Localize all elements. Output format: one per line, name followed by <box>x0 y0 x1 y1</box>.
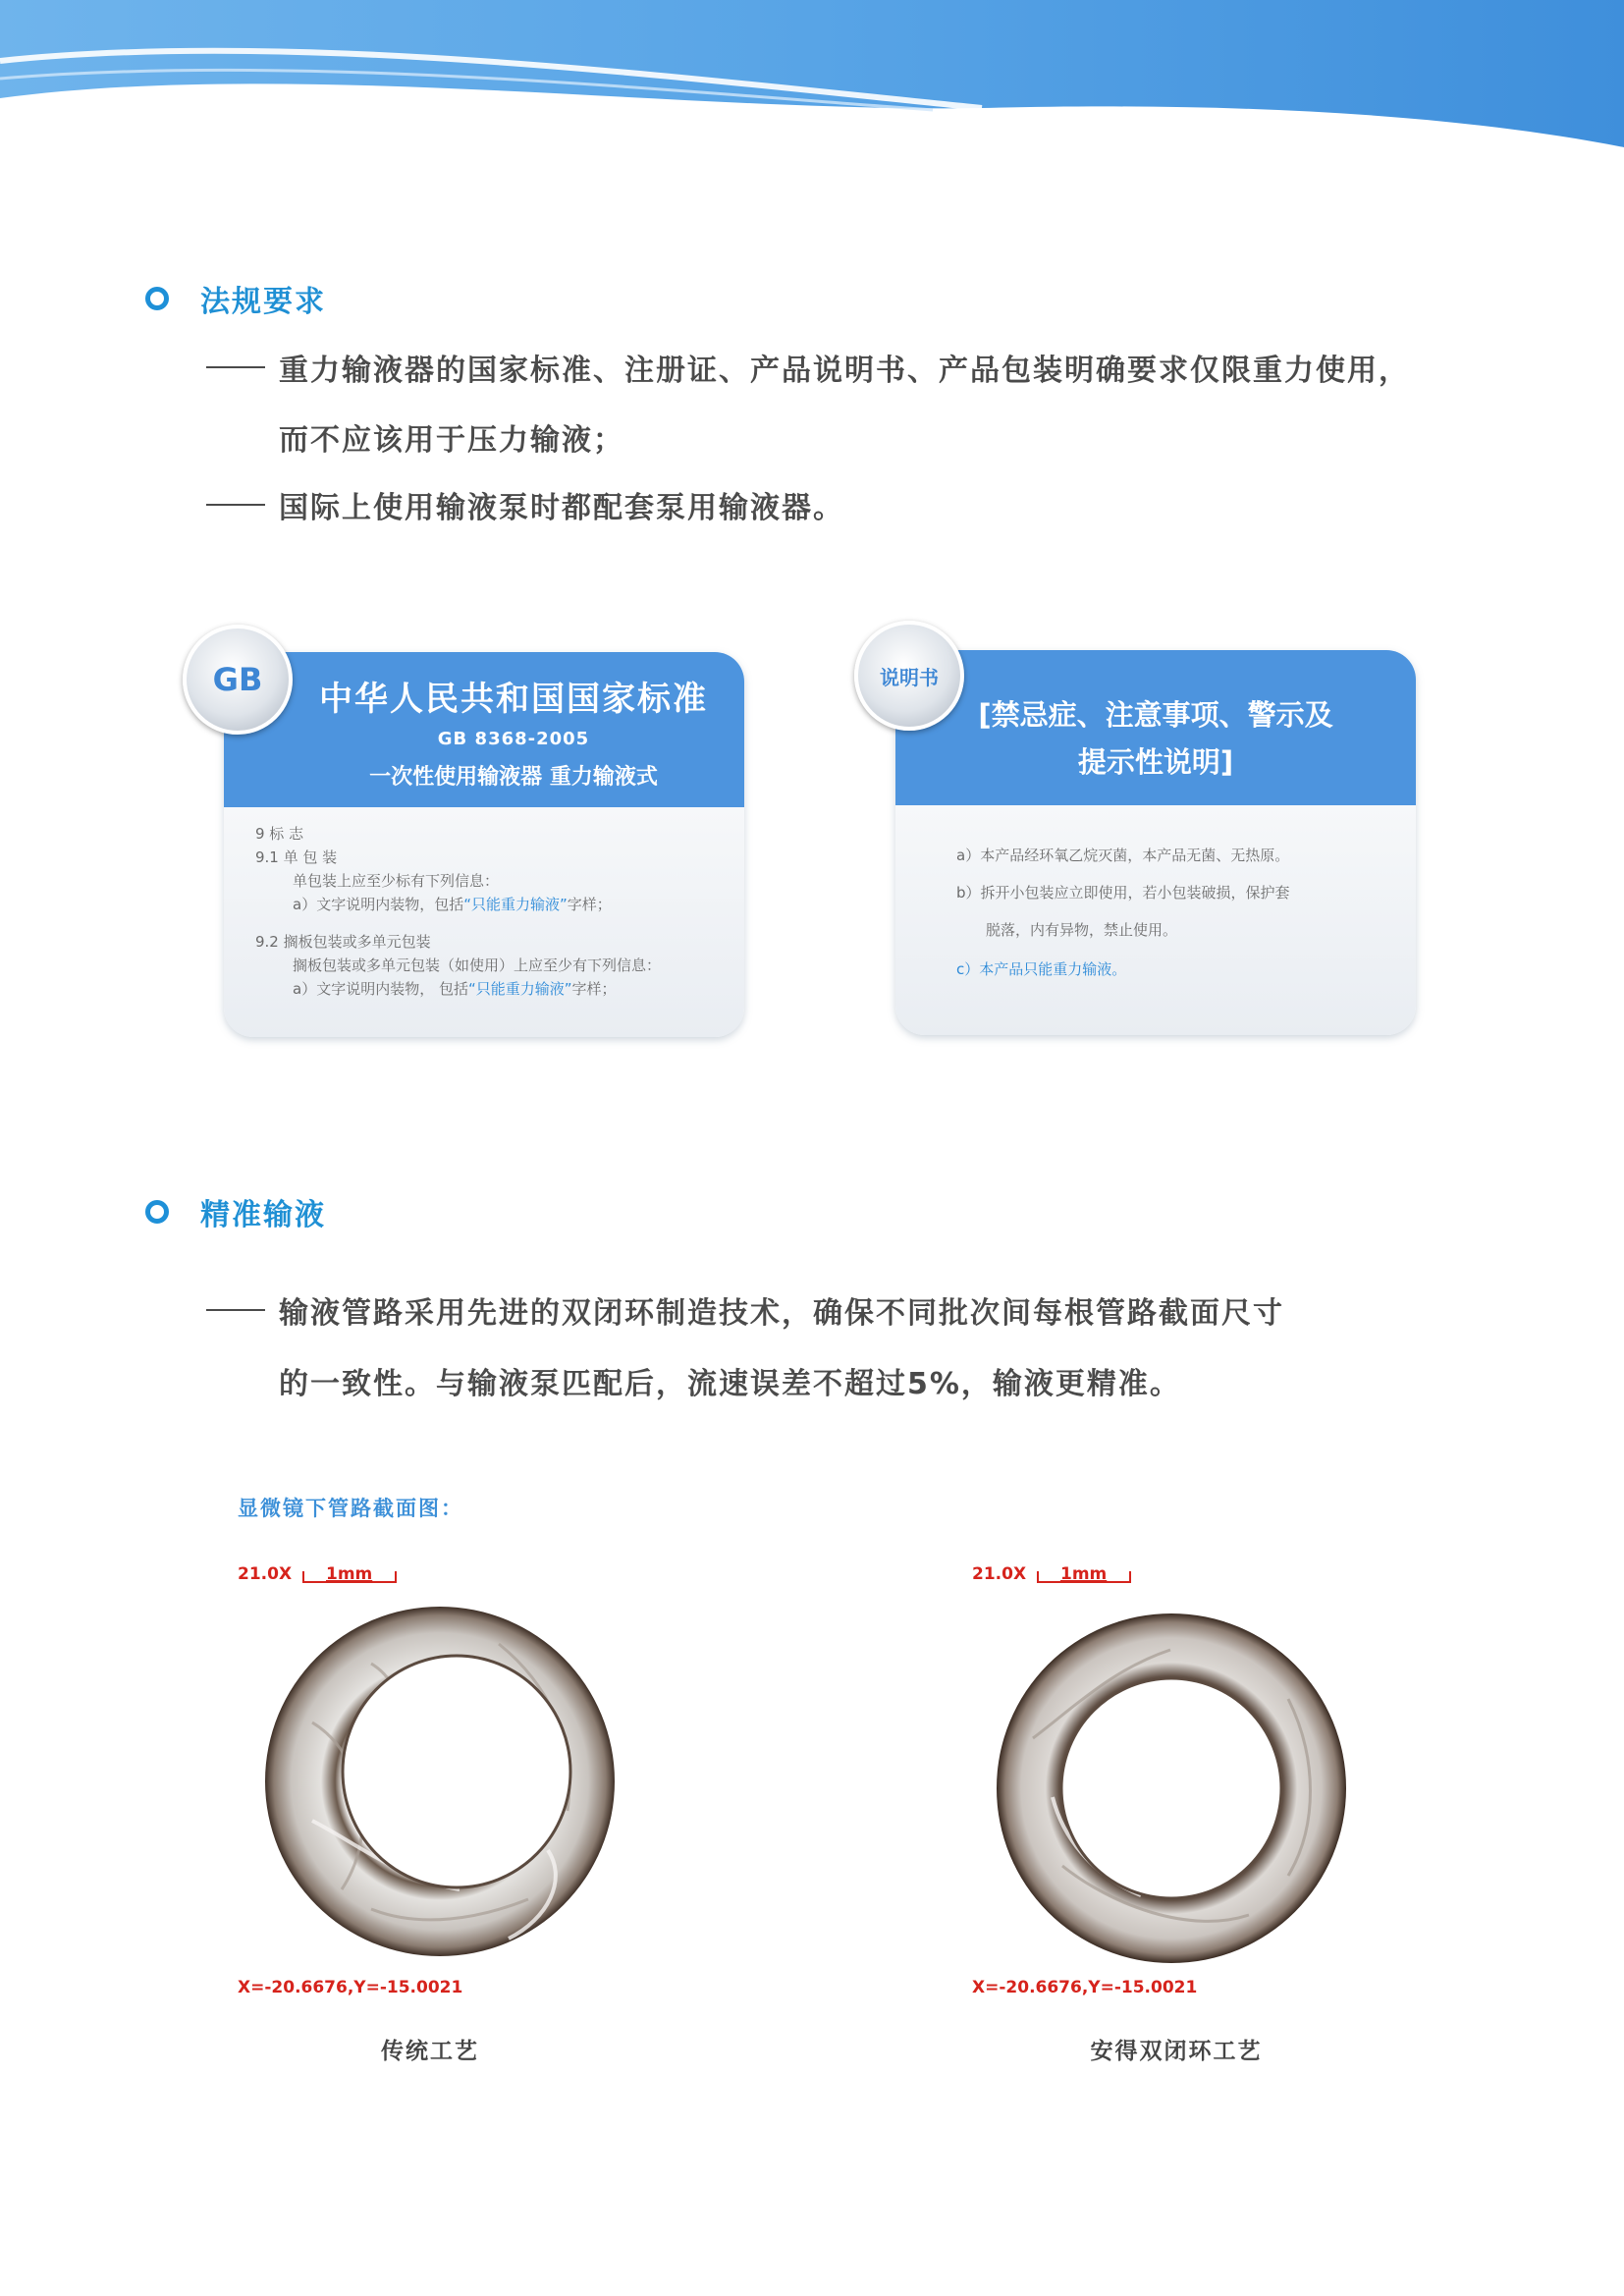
dash-icon <box>206 1309 265 1311</box>
manual-item-c: c）本产品只能重力输液。 <box>956 960 1127 978</box>
clause-item-text: a）文字说明内装物，包括 <box>293 896 464 913</box>
regulation-bullet-2 <box>206 483 844 526</box>
bullet-text: 国际上使用输液泵时都配套泵用输液器。 <box>279 491 844 525</box>
bullet-text: 输液管路采用先进的双闭环制造技术，确保不同批次间每根管路截面尺寸 <box>279 1296 1284 1331</box>
bullet-text: 重力输液器的国家标准、注册证、产品说明书、产品包装明确要求仅限重力使用， <box>279 354 1410 388</box>
coordinate-readout: X=-20.6676,Y=-15.0021 <box>238 1978 463 1997</box>
manual-item-b-cont: 脱落，内有异物，禁止使用。 <box>986 921 1178 939</box>
badge-text: 说明书 <box>880 665 939 689</box>
bullet-text-continuation: 的一致性。与输液泵匹配后，流速误差不超过5%，输液更精准。 <box>279 1367 1181 1401</box>
section-header-precision <box>145 1190 326 1233</box>
clause-text: 搁板包装或多单元包装（如使用）上应至少有下列信息： <box>293 957 662 974</box>
clause-9: 9 标 志 <box>255 825 304 843</box>
clause-item-a <box>293 894 612 914</box>
circle-bullet-icon <box>145 287 169 310</box>
tube-cross-section-double-loop-image <box>994 1611 1349 1966</box>
section-title: 精准输液 <box>200 1198 326 1232</box>
top-wave-decoration <box>0 0 1624 167</box>
microscope-caption: 显微镜下管路截面图： <box>238 1497 463 1520</box>
section-title: 法规要求 <box>200 285 326 319</box>
manual-item-b: b）拆开小包装应立即使用，若小包装破损，保护套 <box>956 884 1290 902</box>
gb-standard-card <box>224 652 744 1037</box>
clause-item-tail: 字样； <box>571 980 617 998</box>
scale-label: 1mm <box>326 1564 373 1584</box>
clause-9-1: 9.1 单 包 装 <box>255 848 338 866</box>
manual-card <box>895 650 1416 1035</box>
section-header-regulations <box>145 277 326 320</box>
manual-badge-icon <box>854 621 964 731</box>
image-label-double-loop: 安得双闭环工艺 <box>1090 2039 1263 2064</box>
precision-bullet <box>206 1288 1284 1332</box>
gb-badge-icon <box>183 625 293 735</box>
card-subtitle: 一次性使用输液器 重力输液式 <box>369 765 658 790</box>
clause-item-a <box>293 978 617 999</box>
card-header <box>895 650 1416 805</box>
dash-icon <box>206 504 265 506</box>
card-title-line2: 提示性说明] <box>1077 745 1234 779</box>
magnification-label: 21.0X <box>238 1564 293 1584</box>
card-title <box>915 691 1396 786</box>
highlight-text: “只能重力输液” <box>467 980 572 998</box>
card-header <box>224 652 744 807</box>
clause-item-tail: 字样； <box>567 896 612 913</box>
highlight-text: “只能重力输液” <box>463 896 568 913</box>
card-title-line1: [禁忌症、注意事项、警示及 <box>978 698 1333 732</box>
image-label-traditional: 传统工艺 <box>381 2039 479 2064</box>
bullet-text-continuation: 而不应该用于压力输液； <box>279 423 624 458</box>
magnification-label: 21.0X <box>972 1564 1027 1584</box>
clause-9-2: 9.2 搁板包装或多单元包装 <box>255 933 431 951</box>
manual-item-a: a）本产品经环氧乙烷灭菌，本产品无菌、无热原。 <box>956 847 1290 864</box>
scale-label: 1mm <box>1060 1564 1108 1584</box>
card-title: 中华人民共和国国家标准 <box>319 680 708 719</box>
circle-bullet-icon <box>145 1200 169 1224</box>
tube-cross-section-traditional-image <box>253 1605 621 1968</box>
clause-text: 单包装上应至少标有下列信息： <box>293 872 500 890</box>
badge-text: GB <box>212 661 263 698</box>
dash-icon <box>206 366 265 368</box>
regulation-bullet-1 <box>206 346 1410 389</box>
clause-item-text: a）文字说明内装物， 包括 <box>293 980 468 998</box>
coordinate-readout: X=-20.6676,Y=-15.0021 <box>972 1978 1198 1997</box>
standard-code: GB 8368-2005 <box>437 729 590 749</box>
